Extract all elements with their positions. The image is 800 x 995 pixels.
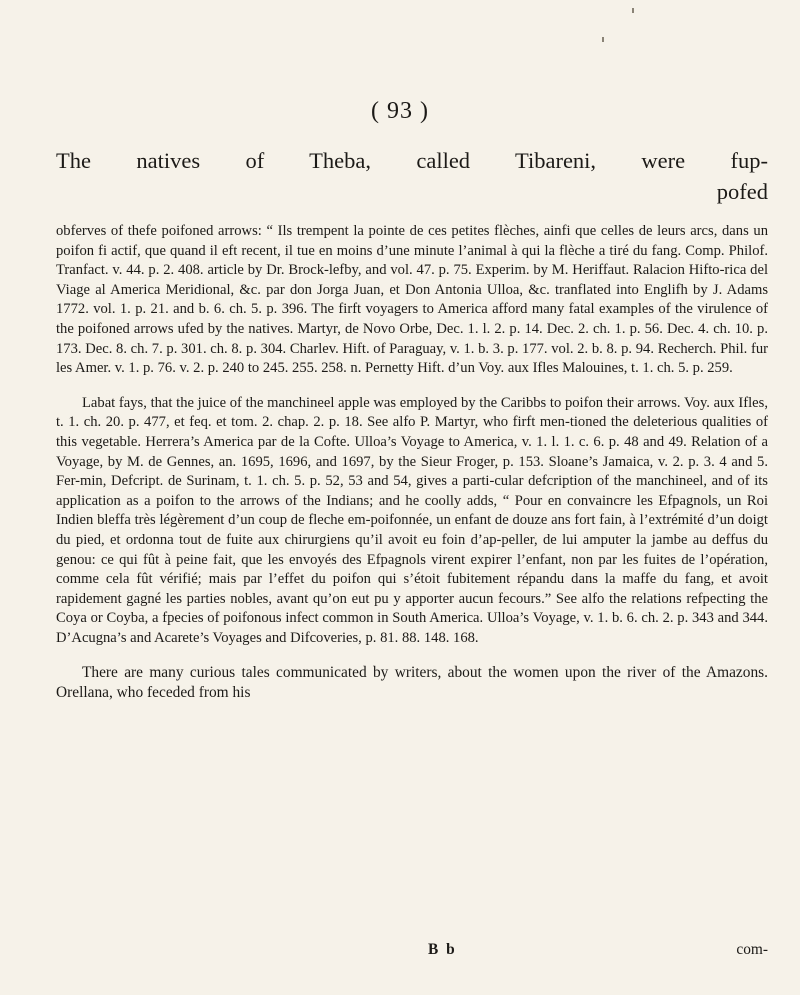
print-mark-folio — [602, 37, 604, 42]
catchword: com- — [736, 941, 768, 958]
page-footer — [56, 941, 768, 963]
page-number: ( 93 ) — [371, 98, 429, 124]
main-text-continuation: pofed — [716, 179, 768, 204]
signature-mark: B b — [428, 941, 457, 958]
footnote-paragraph: obferves of thefe poifoned arrows: “ Ils trempent la pointe de ces petites flèches, ainfi que celles de leurs arcs, dans un poifon fi actif, que quand il eft recent, il tue en moins d’une minute l’animal à qui la flèche a tiré du fang. Comp. Philof. Tranfact. v. 44. p. 2. 408. article by Dr. Brock-lefby, and vol. 47. p. 75. Experim. by M. Heriffaut. Ralacion Hifto-rica del Viage al America Meridional, &c. par don Jorga Juan, et Don Antonia Ulloa, &c. tranflated into Englifh by J. Adams 1772. vol. 1. p. 21. and b. 6. ch. 5. p. 396. The firft voyagers to America afford many fatal examples of the virulence of the poifoned arrows ufed by the natives. Martyr, de Novo Orbe, Dec. 1. l. 2. p. 14. Dec. 2. ch. 1. p. 56. Dec. 4. ch. 10. p. 173. Dec. 8. ch. 7. p. 301. ch. 8. p. 304. Charlev. Hift. of Paraguay, v. 1. b. 3. p. 177. vol. 2. b. 8. p. 94. Recherch. Phil. fur les Amer. v. 1. p. 76. v. 2. p. 240 to 245. 255. 258. n. Pernetty Hift. d’un Voy. aux Ifles Malouines, t. 1. ch. 5. p. 259. — [56, 223, 768, 377]
footnote-paragraph: Labat fays, that the juice of the manchineel apple was employed by the Caribbs to poifon their arrows. Voy. aux Ifles, t. 1. ch. 20. p. 477, et feq. et tom. 2. chap. 2. p. 18. See alfo P. Martyr, who firft men-tioned the deleterious qualities of this vegetable. Herrera’s America par de la Cofte. Ulloa’s Voyage to America, v. 1. l. 1. c. 6. p. 48 and 49. Relation of a Voyage, by M. de Gennes, an. 1695, 1696, and 1697, by the Sieur Froger, p. 153. Sloane’s Jamaica, v. 2. p. 3. 4 and 5. Fer-min, Defcript. de Surinam, t. 1. ch. 5. p. 52, 53 and 54, gives a parti-cular defcription of the manchineel, and of its application as a poifon to the arrows of the Indians; and he coolly adds, “ Pour en convaincre les Efpagnols, un Roi Indien bleffa très légèrement d’un coup de fleche em-poifonnée, un enfant de douze ans fort fain, à l’extrémité d’un doigt du pied, et ordonna tout de fuite aux chirurgiens qu’il avoit eu foin d’ap-peller, de lui amputer la jambe au deffus du genou: ce qui fût à peine fait, que les envoyés des Efpagnols virent expirer l’enfant, non par les fuites de l’opération, comme cela fût vérifié; mais par l’effet du poifon qui s’étoit fubitement répandu dans la maffe du fang, et avoit rapidement gagné les parties nobles, avant qu’on eut pu y apporter aucun fecours.” See alfo the relations refpecting the Coya or Coyba, a fpecies of poifonous infect common in South America. Ulloa’s Voyage, v. 1. b. 6. ch. 2. p. 343 and 344. D’Acugna’s and Acarete’s Voyages and Difcoveries, p. 81. 88. 148. 168. — [56, 394, 768, 646]
main-text-line: The natives of Theba, called Tibareni, were fup- — [56, 148, 768, 173]
print-mark-top — [632, 8, 634, 13]
footnotes — [56, 222, 768, 703]
footnote-paragraph: There are many curious tales communicated by writers, about the women upon the river of the Amazons. Orellana, who feceded from his — [56, 664, 768, 702]
